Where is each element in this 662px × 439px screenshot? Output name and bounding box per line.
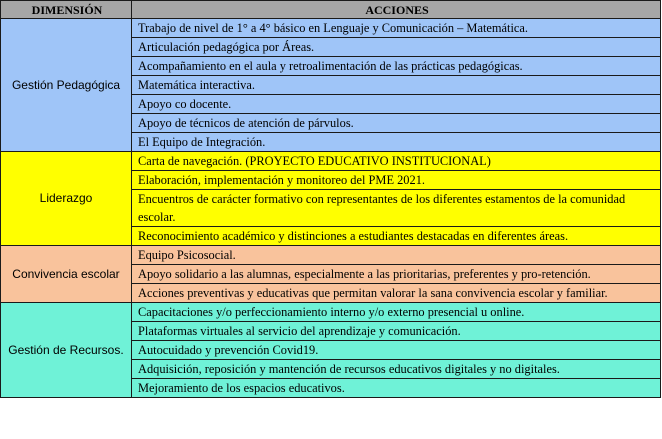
table-row xyxy=(1,246,661,265)
action-cell: Matemática interactiva. xyxy=(132,76,661,95)
action-cell: Plataformas virtuales al servicio del aprendizaje y comunicación. xyxy=(132,322,661,341)
dimension-cell: Gestión de Recursos. xyxy=(1,303,132,398)
action-cell: Apoyo de técnicos de atención de párvulos. xyxy=(132,114,661,133)
action-cell: Apoyo co docente. xyxy=(132,95,661,114)
dimension-cell: Convivencia escolar xyxy=(1,246,132,303)
action-cell: Elaboración, implementación y monitoreo del PME 2021. xyxy=(132,171,661,190)
action-cell: El Equipo de Integración. xyxy=(132,133,661,152)
action-cell: Acompañamiento en el aula y retroalimentación de las prácticas pedagógicas. xyxy=(132,57,661,76)
action-cell: Carta de navegación. (PROYECTO EDUCATIVO INSTITUCIONAL) xyxy=(132,152,661,171)
table-row xyxy=(1,19,661,38)
header-dimension: DIMENSIÓN xyxy=(1,1,132,19)
dimension-cell: Gestión Pedagógica xyxy=(1,19,132,152)
action-cell: Capacitaciones y/o perfeccionamiento interno y/o externo presencial u online. xyxy=(132,303,661,322)
action-cell: Encuentros de carácter formativo con representantes de los diferentes estamentos de la comunidad escolar. xyxy=(132,190,661,227)
action-cell: Autocuidado y prevención Covid19. xyxy=(132,341,661,360)
action-cell: Mejoramiento de los espacios educativos. xyxy=(132,379,661,398)
action-cell: Adquisición, reposición y mantención de recursos educativos digitales y no digitales. xyxy=(132,360,661,379)
table-row xyxy=(1,152,661,171)
action-cell: Equipo Psicosocial. xyxy=(132,246,661,265)
header-actions: ACCIONES xyxy=(132,1,661,19)
action-cell: Trabajo de nivel de 1° a 4° básico en Lenguaje y Comunicación – Matemática. xyxy=(132,19,661,38)
table-row xyxy=(1,303,661,322)
action-cell: Apoyo solidario a las alumnas, especialmente a las prioritarias, preferentes y pro-retención. xyxy=(132,265,661,284)
action-cell: Articulación pedagógica por Áreas. xyxy=(132,38,661,57)
dimension-cell: Liderazgo xyxy=(1,152,132,246)
action-cell: Reconocimiento académico y distinciones a estudiantes destacadas en diferentes áreas. xyxy=(132,227,661,246)
action-cell: Acciones preventivas y educativas que permitan valorar la sana convivencia escolar y familiar. xyxy=(132,284,661,303)
header-row xyxy=(1,1,661,19)
